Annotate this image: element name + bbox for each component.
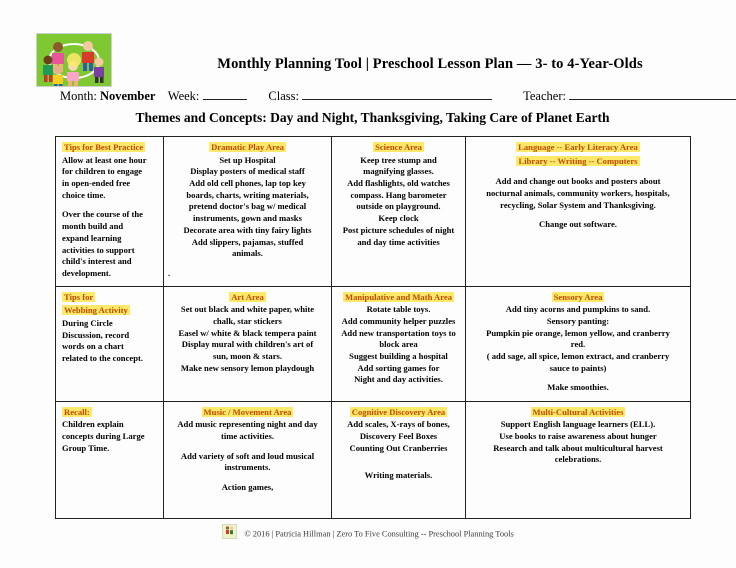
- category-label: Sensory Area: [553, 291, 603, 302]
- cell-body: [470, 168, 686, 231]
- cell-line: Action games,: [221, 482, 274, 492]
- cell-category: [470, 141, 686, 154]
- cell-line: Add flashlights, old watches: [347, 178, 450, 189]
- cell-line: related to the concept.: [62, 353, 143, 363]
- cell-body: [336, 155, 461, 249]
- cell-category: [336, 406, 461, 419]
- cell-line: animals.: [232, 248, 263, 259]
- cell-category: [168, 141, 327, 154]
- table-row: [56, 137, 691, 287]
- cell-line: Discovery Feel Boxes: [359, 430, 438, 441]
- cell-line: Display posters of medical staff: [190, 166, 305, 177]
- cell-multi-cultural-activities[interactable]: [466, 401, 691, 518]
- cell-category: [470, 291, 686, 304]
- cell-category: [336, 141, 461, 154]
- cell-line: Sensory panting:: [546, 315, 610, 326]
- category-label: Music / Movement Area: [203, 406, 292, 417]
- cell-line: block area: [379, 339, 418, 350]
- cell-art-area[interactable]: [164, 286, 332, 401]
- cell-line: Research and talk about multicultural harvest: [493, 442, 663, 453]
- cell-body: [470, 304, 686, 394]
- cell-line: sun, moon & stars.: [213, 351, 282, 361]
- cell-category-secondary: [470, 155, 686, 168]
- cell-line: Pumpkin pie orange, lemon yellow, and cranberry: [486, 327, 670, 338]
- cell-line: Add scales, X-rays of bones,: [347, 419, 450, 430]
- document-header: [0, 0, 736, 128]
- cell-spacer: [168, 443, 327, 451]
- cell-line: Suggest building a hospital: [349, 351, 448, 361]
- planning-grid: [55, 136, 691, 519]
- cell-body: [62, 318, 159, 365]
- cell-line: Set up Hospital: [219, 154, 276, 165]
- cell-tips-best-practice[interactable]: [56, 137, 164, 287]
- week-label: Week:: [167, 89, 200, 103]
- category-label: Tips for Best Practice: [64, 142, 144, 152]
- category-label: Science Area: [375, 142, 422, 152]
- cell-line: Add tiny acorns and pumpkins to sand.: [505, 304, 651, 315]
- cell-line: Add community helper puzzles: [341, 315, 456, 326]
- cell-line: Make smoothies.: [547, 382, 609, 393]
- category-label: Manipulative and Math Area: [344, 291, 453, 302]
- cell-line: pretend doctor's bag w/ medical: [188, 201, 307, 212]
- cell-line: magnifying glasses.: [363, 166, 434, 177]
- cell-line: Easel w/ white & black tempera paint: [178, 327, 317, 338]
- cell-line: Decorate area with tiny fairy lights: [183, 224, 312, 235]
- cell-line: month build and: [62, 221, 124, 232]
- cell-line: Set out black and white paper, white: [180, 304, 315, 315]
- cell-line: Display mural with children's art of: [181, 339, 314, 350]
- teacher-label: Teacher:: [523, 89, 566, 103]
- cell-line: Rotate table toys.: [366, 304, 431, 315]
- cell-line: Keep tree stump and: [360, 154, 437, 165]
- cell-category: [62, 406, 159, 419]
- cell-line: Add music representing night and day: [177, 419, 318, 430]
- cell-line: Counting Out Cranberries: [349, 442, 448, 453]
- cell-line: child's interest and: [62, 256, 132, 267]
- cell-spacer: [470, 211, 686, 219]
- cell-line: for children to engage: [62, 166, 143, 177]
- cell-line: outside on playground.: [356, 201, 441, 212]
- footer-text: © 2016 | Patricia Hillman | Zero To Five Consulting -- Preschool Planning Tools: [244, 529, 514, 539]
- cell-dramatic-play-area[interactable]: [164, 137, 332, 287]
- cell-recall[interactable]: [56, 401, 164, 518]
- cell-language-early-literacy-area[interactable]: [466, 137, 691, 287]
- cell-body: [336, 419, 461, 482]
- cell-line: in open-ended free: [62, 178, 131, 189]
- cell-line: Group Time.: [62, 442, 110, 453]
- cell-category: [62, 141, 159, 154]
- cell-line: expand learning: [62, 232, 122, 243]
- cell-line: Add slippers, pajamas, stuffed: [191, 236, 304, 247]
- cell-line: Discussion, record: [62, 329, 130, 340]
- cell-line: Post picture schedules of night: [342, 224, 455, 235]
- month-label: Month:: [60, 89, 97, 103]
- cell-category: [62, 291, 159, 304]
- cell-spacer: [336, 462, 461, 470]
- category-label: Multi-Cultural Activities: [532, 406, 624, 417]
- class-label: Class:: [268, 89, 299, 103]
- category-label: Cognitive Discovery Area: [351, 406, 446, 417]
- category-label: Language -- Early Literacy Area: [518, 142, 638, 152]
- cell-line: Change out software.: [539, 219, 617, 230]
- cell-manipulative-and-math-area[interactable]: [332, 286, 466, 401]
- table-row: [56, 286, 691, 401]
- table-row: [56, 401, 691, 518]
- class-input[interactable]: [302, 88, 492, 100]
- cell-line: instruments.: [224, 462, 271, 473]
- cell-line: Support English language learners (ELL).: [500, 419, 656, 430]
- cell-spacer: [62, 201, 159, 209]
- cell-category: [168, 291, 327, 304]
- category-label: Recall:: [64, 406, 90, 417]
- cell-line: activities to support: [62, 244, 135, 255]
- cell-line: concepts during Large: [62, 430, 145, 441]
- cell-line: ( add sage, all spice, lemon extract, and cranberry: [486, 351, 670, 361]
- category-label-2: Library -- Writing -- Computers: [518, 155, 638, 166]
- cell-line: Add and change out books and posters about: [495, 176, 661, 187]
- category-label: Dramatic Play Area: [211, 142, 284, 152]
- cell-body: [62, 155, 159, 280]
- cell-body: [168, 304, 327, 374]
- cell-science-area[interactable]: [332, 137, 466, 287]
- cell-line: chalk, star stickers: [213, 315, 282, 326]
- children-holding-hands-logo: [36, 33, 112, 87]
- cell-body: [168, 155, 327, 280]
- cell-line: Add variety of soft and loud musical: [180, 450, 315, 461]
- cell-category-secondary: [62, 304, 159, 317]
- cell-sensory-area[interactable]: [466, 286, 691, 401]
- cell-line: During Circle: [62, 317, 113, 328]
- week-input[interactable]: [203, 88, 247, 100]
- cell-line: Add new transportation toys to: [341, 327, 456, 338]
- cell-line: celebrations.: [554, 454, 602, 465]
- teacher-input[interactable]: [569, 88, 736, 100]
- cell-line: sauce to paints): [549, 362, 607, 373]
- cell-spacer: [168, 474, 327, 482]
- cell-line: Children explain: [62, 419, 124, 430]
- cell-line: and day time activities: [357, 236, 440, 247]
- cell-tips-webbing-activity[interactable]: [56, 286, 164, 401]
- category-label: Tips for: [64, 291, 94, 302]
- cell-line: development.: [62, 267, 111, 278]
- cell-line: boards, charts, writing materials,: [186, 189, 309, 200]
- cell-line: recycling, Solar System and Thanksgiving.: [500, 199, 656, 210]
- cell-body: [62, 419, 159, 454]
- page-title: Monthly Planning Tool | Preschool Lesson Plan — 3- to 4-Year-Olds: [217, 56, 643, 72]
- cell-cognitive-discovery-area[interactable]: [332, 401, 466, 518]
- cell-category: [168, 406, 327, 419]
- cell-music-movement-area[interactable]: [164, 401, 332, 518]
- month-value: November: [99, 89, 156, 103]
- cell-line: Make new sensory lemon playdough: [180, 362, 315, 373]
- cell-line: Add old cell phones, lap top key: [189, 178, 306, 189]
- cell-line: Add sorting games for: [357, 362, 440, 373]
- cell-spacer: [336, 454, 461, 462]
- cell-category: [470, 406, 686, 419]
- cell-line: .: [168, 267, 171, 278]
- cell-spacer: [168, 260, 327, 268]
- footer-logo-icon: [222, 524, 237, 539]
- cell-body: [470, 419, 686, 466]
- cell-line: Writing materials.: [364, 470, 433, 481]
- cell-line: time activities.: [221, 430, 274, 441]
- cell-line: Use books to raise awareness about hunger: [499, 430, 657, 441]
- cell-spacer: [470, 168, 686, 176]
- meta-fields-row: [60, 88, 720, 104]
- cell-line: instruments, gown and masks: [193, 213, 302, 224]
- cell-category: [336, 291, 461, 304]
- cell-spacer: [470, 374, 686, 382]
- themes-and-concepts: Themes and Concepts: Day and Night, Thanksgiving, Taking Care of Planet Earth: [135, 110, 610, 125]
- cell-line: Keep clock: [378, 213, 419, 224]
- cell-line: red.: [570, 339, 586, 350]
- cell-body: [336, 304, 461, 386]
- cell-line: words on a chart: [62, 341, 124, 352]
- category-label-2: Webbing Activity: [64, 305, 128, 316]
- cell-line: Night and day activities.: [354, 374, 443, 385]
- cell-line: choice time.: [62, 189, 106, 200]
- category-label: Art Area: [231, 291, 264, 302]
- cell-line: compass. Hang barometer: [350, 189, 447, 200]
- cell-body: [168, 419, 327, 493]
- document-footer: [0, 524, 736, 539]
- cell-line: Allow at least one hour: [62, 154, 147, 165]
- cell-line: nocturnal animals, community workers, hospitals,: [486, 188, 670, 199]
- cell-line: Over the course of the: [62, 209, 143, 220]
